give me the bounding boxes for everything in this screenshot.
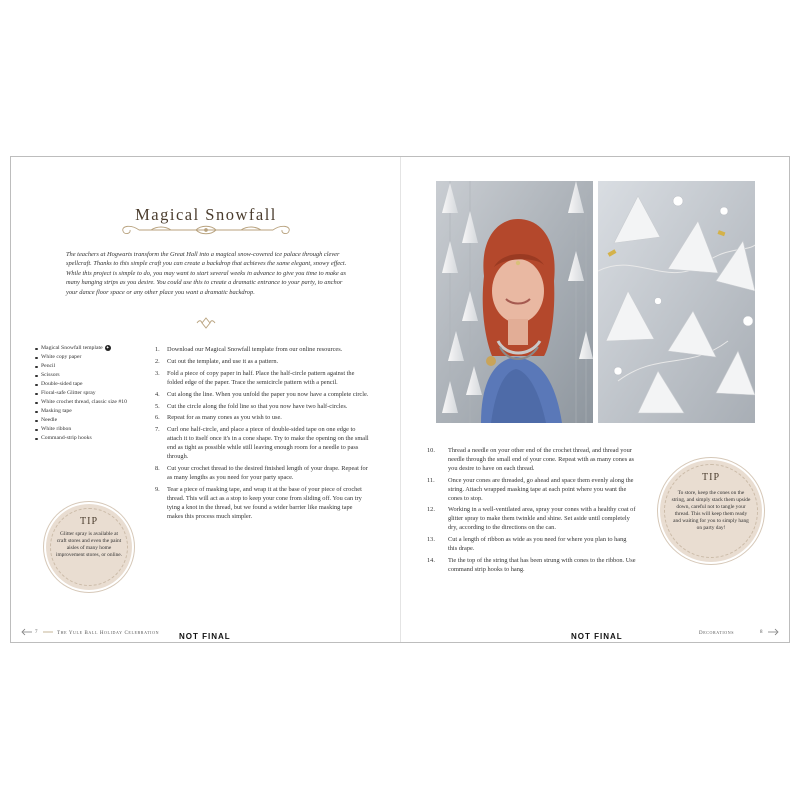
photo-woman-with-cones xyxy=(436,181,593,423)
tip-title: TIP xyxy=(702,472,720,483)
tip-badge-right xyxy=(660,460,762,562)
instruction-step: 14. Tie the top of the string that has been strung with cones to the ribbon. Use command strip hooks to hang. xyxy=(427,556,636,573)
page-gutter xyxy=(400,157,401,642)
instruction-step: 3. Fold a piece of copy paper in half. Place the half-circle pattern against the folded edge of the paper. Trace the semicircle pattern with a pencil. xyxy=(155,369,355,386)
title-flourish-ornament xyxy=(111,223,301,237)
tip-text: To store, keep the cones on the string, and simply stack them upside down, careful not to tangle your thread. This will keep them ready and waiting for you to simply hang on party day! xyxy=(671,490,751,532)
book-spread xyxy=(10,156,790,643)
page-number-right: 8 xyxy=(760,630,764,635)
instruction-step: 4. Cut along the line. When you unfold the paper you now have a complete circle. xyxy=(155,390,369,398)
not-final-watermark: NOT FINAL xyxy=(179,632,231,641)
supply-item: Pencil xyxy=(35,362,147,371)
page-title: Magical Snowfall xyxy=(135,205,277,224)
tip-title: TIP xyxy=(80,516,98,527)
supply-item: Floral-safe Glitter spray xyxy=(35,389,147,398)
supply-item: Masking tape xyxy=(35,407,147,416)
template-star-icon: ✦ xyxy=(105,344,110,350)
instruction-step: 5. Cut the circle along the fold line so that you now have two half-circles. xyxy=(155,402,348,410)
photo-cones-closeup xyxy=(598,181,755,423)
instruction-step: 2. Cut out the template, and use it as a pattern. xyxy=(155,357,279,365)
instruction-step: 11. Once your cones are threaded, go ahead and space them evenly along the string. Attach wrapped masking tape at each point where you want the cones to stop. xyxy=(427,476,634,502)
instruction-step: 9. Tear a piece of masking tape, and wrap it at the base of your piece of crochet thread. This will act as a stop to keep your cone from sliding off. You can try tying a knot in the thread, but we found a wider barrier like masking tape makes this process much simpler. xyxy=(155,485,362,520)
instruction-step: 7. Curl one half-circle, and place a piece of double-sided tape on one edge to attach it to itself once it's in a cone shape. Try to make the opening on the small end as tight as possible while still leaving enough room for a needle to pass through. xyxy=(155,426,369,461)
tip-text: Glitter spray is available at craft stores and even the paint aisles of many home improvement stores, or online. xyxy=(55,531,123,559)
running-head-right: Decorations xyxy=(699,631,735,636)
running-head-left: The Yule Ball Holiday Celebration xyxy=(57,631,160,636)
page-arrow-left-icon xyxy=(21,628,33,636)
supplies-list xyxy=(35,344,147,443)
supply-item: Magical Snowfall template ✦ xyxy=(35,344,147,353)
supply-item: Scissors xyxy=(35,371,147,380)
supply-item: White ribbon xyxy=(35,425,147,434)
instructions-list-right xyxy=(427,447,636,578)
page-arrow-right-icon xyxy=(767,628,779,636)
instruction-step: 6. Repeat for as many cones as you wish to use. xyxy=(155,414,282,422)
supply-item: White crochet thread, classic size #10 xyxy=(35,398,147,407)
supply-item: Double-sided tape xyxy=(35,380,147,389)
supply-item: Needle xyxy=(35,416,147,425)
footer-ornament-icon xyxy=(43,629,53,635)
supply-item: White copy paper xyxy=(35,353,147,362)
instruction-step: 13. Cut a length of ribbon as wide as you need for where you plan to hang this drape. xyxy=(427,536,627,553)
instruction-step: 1. Download our Magical Snowfall template from our online resources. xyxy=(155,346,343,353)
intro-paragraph: The teachers at Hogwarts transform the Great Hall into a magical snow-covered ice palace through clever spellcraft. Thanks to this simple craft you can create a backdrop that achieves the same elegant, snowy effect. While this project is simple to do, you may want to start several weeks in advance to give you time to make as many hanging strips as you desire. You could use this to create a dramatic entrance to your party, to anchor your dance floor space or any other place you want a dramatic backdrop. xyxy=(66,251,347,296)
instruction-step: 8. Cut your crochet thread to the desired finished length of your drape. Repeat for as many lengths as you need for your party space. xyxy=(155,464,368,481)
instruction-step: 10. Thread a needle on your other end of the crochet thread, and thread your needle through the small end of your cone. Repeat with as many cones as you desire to have on each thread. xyxy=(427,447,635,472)
not-final-watermark: NOT FINAL xyxy=(571,632,623,641)
tip-badge-left xyxy=(46,504,132,590)
instructions-list-left xyxy=(155,346,369,524)
diamond-ornament-icon xyxy=(196,317,216,329)
supply-item: Command-strip hooks xyxy=(35,434,147,443)
page-number-left: 7 xyxy=(35,630,39,635)
instruction-step: 12. Working in a well-ventilated area, spray your cones with a healthy coat of glitter spray to make them twinkle and shine. Set aside until completely dry, according to the directions on the can. xyxy=(427,506,636,532)
